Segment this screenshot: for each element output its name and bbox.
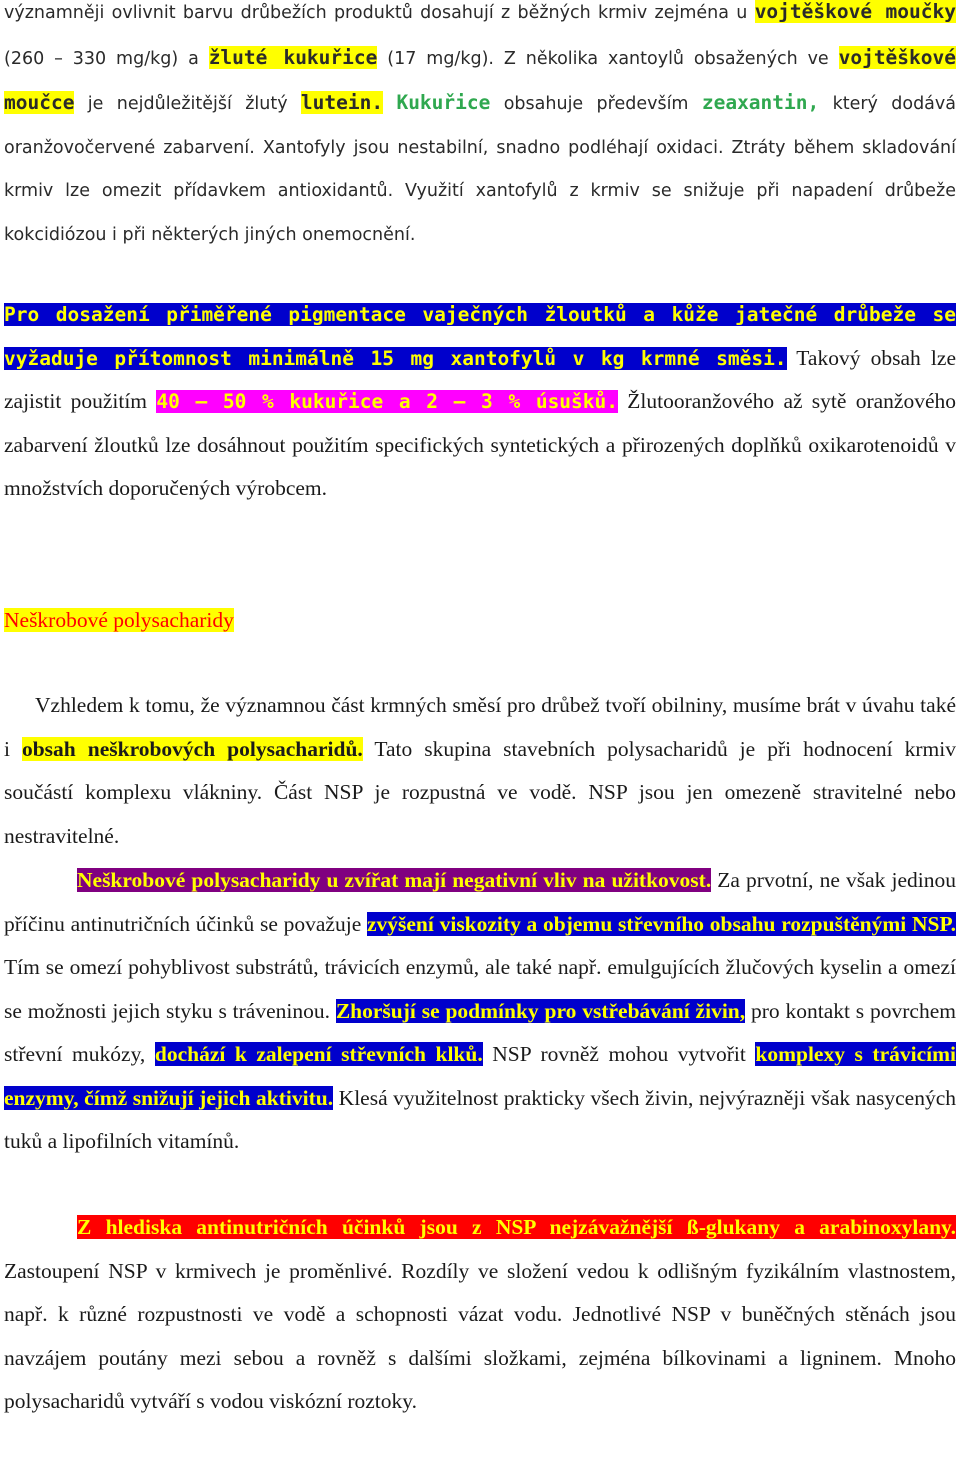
section-heading (4, 600, 234, 640)
paragraph-xanthophylls (4, 0, 956, 257)
highlight-villi: dochází k zalepení střevních klků. (154, 1042, 483, 1066)
highlight-glucans: Z hlediska antinutričních účinků jsou z NSP nejzávažnější ß-glukany a arabinoxylany. (77, 1215, 956, 1239)
highlight-corn: Kukuřice (396, 91, 491, 114)
text-run: Zastoupení NSP v krmivech je proměnlivé. Rozdíly ve složení vedou k odlišným fyzikálním vlastnostem, např. k různé rozpustnosti ve vodě a schopnosti vázat vodu. Jednotlivé NSP v buněčných stěnách jsou navzájem poutány mezi sebou a rovněž s dalšími složkami, zejména bílkovinami a ligninem. Mnoho polysacharidů vytváří s vodou viskózní roztoky. (4, 1258, 956, 1413)
highlight-zeaxanthin: zeaxantin, (701, 91, 820, 114)
highlight-yellow-corn: žluté kukuřice (208, 45, 378, 69)
highlight-corn-percentage: 40 – 50 % kukuřice a 2 – 3 % úsušků. (156, 390, 619, 413)
text-run: Žlutooranžového až sytě oranžového zabarvení žloutků lze dosáhnout použitím specifických syntetických a přirozených doplňků oxikarotenoidů v množstvích doporučených výrobcem. (4, 389, 957, 500)
text-run: (17 mg/kg). Z několika xantoylů obsažených ve (377, 48, 839, 69)
paragraph-pigmentation (4, 293, 956, 511)
text-run: Klesá využitelnost prakticky všech živin, nejvýrazněji však nasycených tuků a lipofilních vitamínů. (4, 1085, 956, 1153)
text-run: obsahuje především (490, 94, 702, 114)
highlight-alfalfa-meal-2: vojtěškové moučce (4, 45, 956, 114)
text-run: který dodává oranžovočervené zabarvení. Xantofyly jsou nestabilní, snadno podléhají oxidaci. Ztráty během skladování krmiv lze omezit přídavkem antioxidantů. Využití xantofylů z krmiv se snižuje při napadení drůbeže kokcidiózou i při některých jiných onemocnění. (4, 94, 956, 245)
paragraph-nsp-effects (4, 859, 956, 1164)
highlight-absorption: Zhoršují se podmínky pro vstřebávání živin, (335, 998, 746, 1023)
text-run: významněji ovlivnit barvu drůbežích produktů dosahují z běžných krmiv zejména u (4, 3, 748, 23)
highlight-pigmentation-requirement: Pro dosažení přiměřené pigmentace vaječných žloutků a kůže jatečné drůbeže se vyžaduje přítomnost minimálně 15 mg xantofylů v kg krmné směsi. (4, 303, 956, 370)
highlight-viscosity: zvýšení viskozity a objemu střevního obsahu rozpuštěnými NSP. (366, 911, 956, 936)
text-run: Vzhledem k tomu, že významnou část krmných směsí pro drůbež tvoří obilniny, musíme brát v úvahu také i (4, 693, 956, 761)
text-run (383, 94, 396, 114)
text-run: Takový obsah lze zajistit použitím (4, 345, 956, 413)
text-run: Tato skupina stavebních polysacharidů je při hodnocení krmiv součástí komplexu vlákniny. Část NSP je rozpustná ve vodě. NSP jsou jen omezeně stravitelné nebo nestravitelné. (4, 736, 956, 848)
highlight-lutein: lutein. (300, 91, 384, 114)
text-run: Za prvotní, ne však jedinou příčinu antinutričních účinků se považuje (4, 868, 956, 936)
highlight-enzyme-complexes: komplexy s trávicími enzymy, čímž snižují jejich aktivitu. (4, 1042, 956, 1110)
paragraph-glucans (4, 1206, 956, 1424)
text-run: (260 – 330 mg/kg) a (4, 48, 209, 69)
paragraph-nsp-intro (4, 684, 956, 858)
highlight-nsp-content: obsah neškrobových polysacharidů. (21, 736, 363, 761)
text-run: je nejdůležitější žlutý (74, 94, 301, 114)
heading-nsp: Neškrobové polysacharidy (4, 608, 234, 632)
text-run: pro kontakt s povrchem střevní mukózy, (4, 998, 956, 1066)
highlight-negative-effect: Neškrobové polysacharidy u zvířat mají negativní vliv na užitkovost. (77, 868, 712, 892)
text-run: NSP rovněž mohou vytvořit (482, 1042, 756, 1066)
highlight-alfalfa-meal: vojtěškové moučky (754, 0, 956, 23)
text-run: Tím se omezí pohyblivost substrátů, trávicích enzymů, ale také např. emulgujících žlučových kyselin a omezí se možnosti jejich styku s tráveninou. (4, 955, 956, 1023)
